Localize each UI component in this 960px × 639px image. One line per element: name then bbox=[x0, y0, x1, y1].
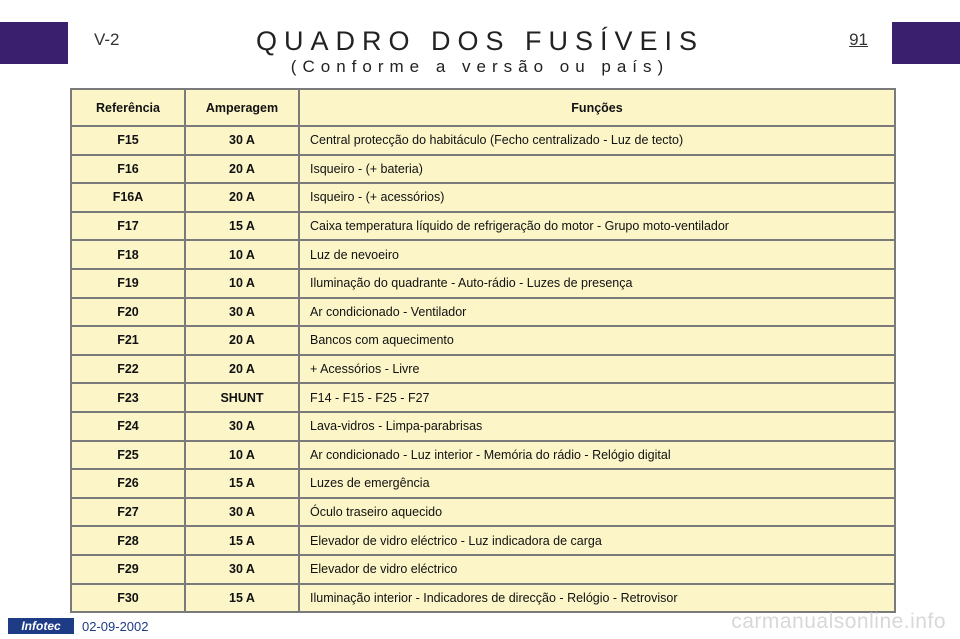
fuse-function: + Acessórios - Livre bbox=[299, 355, 895, 384]
table-row bbox=[71, 183, 895, 212]
fuse-function: Elevador de vidro eléctrico - Luz indicadora de carga bbox=[299, 526, 895, 555]
fuse-function: Ar condicionado - Ventilador bbox=[299, 298, 895, 327]
fuse-function: Bancos com aquecimento bbox=[299, 326, 895, 355]
table-row bbox=[71, 269, 895, 298]
fuse-amperage: 20 A bbox=[185, 155, 299, 184]
fuse-function: F14 - F15 - F25 - F27 bbox=[299, 383, 895, 412]
fuse-function: Elevador de vidro eléctrico bbox=[299, 555, 895, 584]
fuse-function: Luzes de emergência bbox=[299, 469, 895, 498]
page-title: QUADRO DOS FUSÍVEIS bbox=[255, 26, 705, 56]
header-amperage: Amperagem bbox=[185, 89, 299, 126]
table-row bbox=[71, 298, 895, 327]
fuse-amperage: 30 A bbox=[185, 412, 299, 441]
fuse-table bbox=[70, 88, 896, 613]
fuse-amperage: 20 A bbox=[185, 355, 299, 384]
fuse-reference: F25 bbox=[71, 441, 185, 470]
fuse-reference: F22 bbox=[71, 355, 185, 384]
fuse-reference: F21 bbox=[71, 326, 185, 355]
table-row bbox=[71, 212, 895, 241]
watermark: carmanualsonline.info bbox=[731, 610, 946, 633]
fuse-function: Iluminação do quadrante - Auto-rádio - Luzes de presença bbox=[299, 269, 895, 298]
fuse-amperage: 15 A bbox=[185, 584, 299, 613]
fuse-function: Caixa temperatura líquido de refrigeração do motor - Grupo moto-ventilador bbox=[299, 212, 895, 241]
fuse-amperage: 10 A bbox=[185, 441, 299, 470]
fuse-reference: F28 bbox=[71, 526, 185, 555]
fuse-reference: F19 bbox=[71, 269, 185, 298]
table-row bbox=[71, 126, 895, 155]
fuse-amperage: 10 A bbox=[185, 269, 299, 298]
fuse-reference: F27 bbox=[71, 498, 185, 527]
fuse-function: Luz de nevoeiro bbox=[299, 240, 895, 269]
fuse-table-body bbox=[71, 126, 895, 612]
fuse-reference: F29 bbox=[71, 555, 185, 584]
fuse-reference: F30 bbox=[71, 584, 185, 613]
fuse-function: Iluminação interior - Indicadores de direcção - Relógio - Retrovisor bbox=[299, 584, 895, 613]
section-code: V-2 bbox=[94, 30, 120, 49]
fuse-amperage: 30 A bbox=[185, 498, 299, 527]
fuse-function: Isqueiro - (+ acessórios) bbox=[299, 183, 895, 212]
brand-logo: Infotec bbox=[8, 618, 74, 634]
table-row bbox=[71, 469, 895, 498]
fuse-amperage: 15 A bbox=[185, 212, 299, 241]
table-header-row bbox=[71, 89, 895, 126]
fuse-function: Lava-vidros - Limpa-parabrisas bbox=[299, 412, 895, 441]
table-row bbox=[71, 526, 895, 555]
fuse-reference: F16A bbox=[71, 183, 185, 212]
table-row bbox=[71, 383, 895, 412]
fuse-amperage: 15 A bbox=[185, 526, 299, 555]
fuse-reference: F16 bbox=[71, 155, 185, 184]
table-row bbox=[71, 355, 895, 384]
table-row bbox=[71, 412, 895, 441]
table-row bbox=[71, 326, 895, 355]
table-row bbox=[71, 441, 895, 470]
fuse-function: Ar condicionado - Luz interior - Memória do rádio - Relógio digital bbox=[299, 441, 895, 470]
fuse-function: Central protecção do habitáculo (Fecho centralizado - Luz de tecto) bbox=[299, 126, 895, 155]
fuse-amperage: SHUNT bbox=[185, 383, 299, 412]
page-number: 91 bbox=[849, 30, 868, 49]
fuse-reference: F15 bbox=[71, 126, 185, 155]
header-reference: Referência bbox=[71, 89, 185, 126]
fuse-amperage: 15 A bbox=[185, 469, 299, 498]
fuse-amperage: 10 A bbox=[185, 240, 299, 269]
header-functions: Funções bbox=[299, 89, 895, 126]
fuse-reference: F24 bbox=[71, 412, 185, 441]
table-row bbox=[71, 584, 895, 613]
fuse-function: Isqueiro - (+ bateria) bbox=[299, 155, 895, 184]
fuse-amperage: 30 A bbox=[185, 298, 299, 327]
fuse-reference: F18 bbox=[71, 240, 185, 269]
fuse-amperage: 20 A bbox=[185, 183, 299, 212]
fuse-reference: F17 bbox=[71, 212, 185, 241]
fuse-reference: F23 bbox=[71, 383, 185, 412]
fuse-reference: F20 bbox=[71, 298, 185, 327]
fuse-amperage: 30 A bbox=[185, 555, 299, 584]
print-date: 02-09-2002 bbox=[82, 619, 149, 634]
table-row bbox=[71, 498, 895, 527]
table-row bbox=[71, 155, 895, 184]
fuse-amperage: 20 A bbox=[185, 326, 299, 355]
fuse-function: Óculo traseiro aquecido bbox=[299, 498, 895, 527]
fuse-amperage: 30 A bbox=[185, 126, 299, 155]
page-subtitle: (Conforme a versão ou país) bbox=[290, 57, 670, 76]
table-row bbox=[71, 555, 895, 584]
fuse-reference: F26 bbox=[71, 469, 185, 498]
table-row bbox=[71, 240, 895, 269]
